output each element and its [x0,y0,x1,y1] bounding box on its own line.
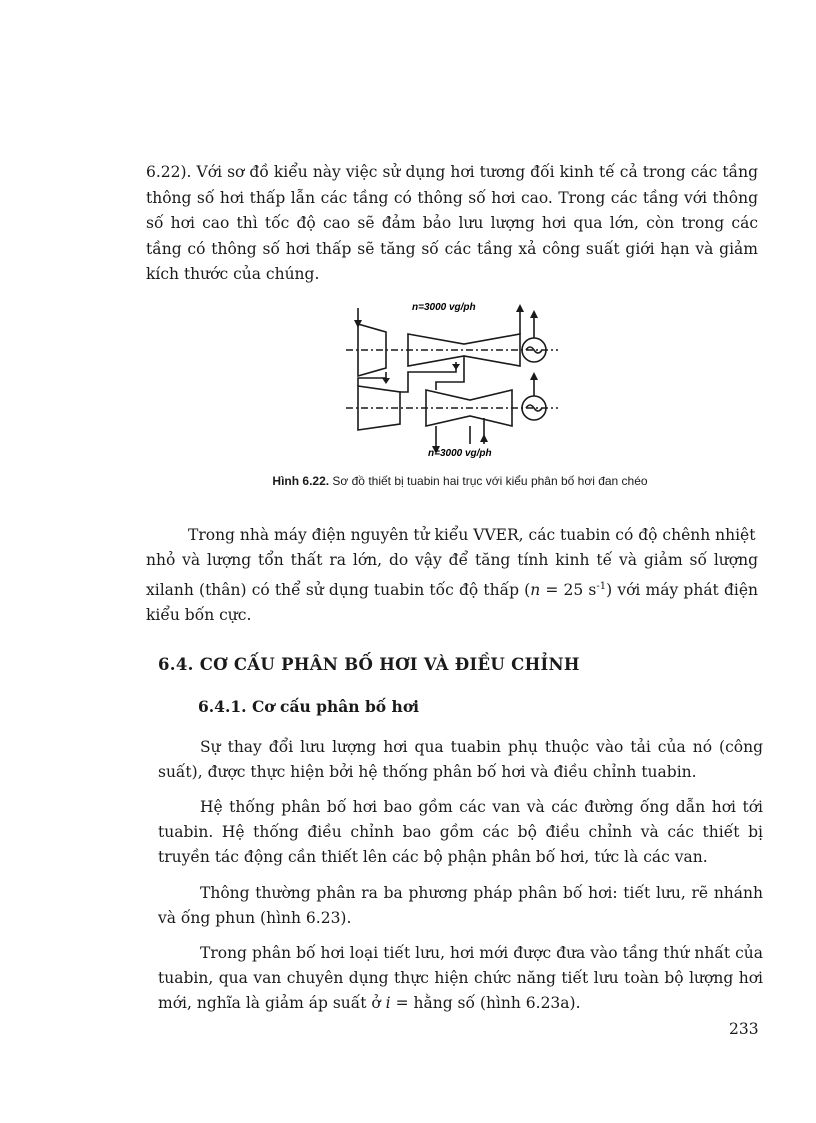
speed-label-top: n=3000 vg/ph [412,302,476,313]
vver-sup: -1 [596,580,607,592]
paragraph-vver-line1: Trong nhà máy điện nguyên tử kiểu VVER, các tuabin có độ chênh nhiệt [188,526,756,544]
throttle-text-b: = hằng số (hình 6.23a). [390,994,581,1012]
figure-caption [200,474,720,488]
paragraph-throttle [158,941,763,1016]
paragraph-vver-rest [146,548,758,629]
throttle-i: i [385,994,391,1012]
caption-number: Hình 6.22. [272,474,330,488]
caption-text: Sơ đồ thiết bị tuabin hai trục với kiểu phân bố hơi đan chéo [329,474,648,488]
paragraph-system: Hệ thống phân bố hơi bao gồm các van và các đường ống dẫn hơi tới tuabin. Hệ thống điều chỉnh bao gồm các bộ điều chỉnh và các thiết bị truyền tác động cần thiết lên các bộ phận phân bố hơi, tức là các van. [158,798,763,866]
body-para-3 [158,881,763,931]
body-para-1 [158,735,763,785]
throttle-text-a: Trong phân bố hơi loại tiết lưu, hơi mới được đưa vào tầng thứ nhất của tuabin, qua van chuyên dụng thực hiện chức năng tiết lưu toàn bộ lượng hơi mới, nghĩa là giảm áp suất ở [158,944,763,1012]
paragraph-methods: Thông thường phân ra ba phương pháp phân bố hơi: tiết lưu, rẽ nhánh và ống phun (hình 6.23). [158,884,763,927]
subsection-heading: 6.4.1. Cơ cấu phân bố hơi [198,697,420,716]
vver-n: n [530,580,541,599]
turbine-two-shaft-diagram [336,298,576,468]
speed-label-bottom: n=3000 vg/ph [428,448,492,459]
body-para-4 [158,941,763,1016]
paragraph-intro: 6.22). Với sơ đồ kiểu này việc sử dụng hơi tương đối kinh tế cả trong các tầng thông số hơi thấp lẫn các tầng có thông số hơi cao. Trong các tầng với thông số hơi cao thì tốc độ cao sẽ đảm bảo lưu lượng hơi qua lớn, còn trong các tầng có thông số hơi thấp sẽ tăng số các tầng xả công suất giới hạn và giảm kích thước của chúng. [146,163,758,283]
section-heading: 6.4. CƠ CẤU PHÂN BỐ HƠI VÀ ĐIỀU CHỈNH [158,655,580,674]
page-number: 233 [729,1020,759,1038]
vver-text-c: ) với máy phát điện kiểu bốn cực. [146,580,758,625]
paragraph-flow-change: Sự thay đổi lưu lượng hơi qua tuabin phụ thuộc vào tải của nó (công suất), được thực hiện bởi hệ thống phân bố hơi và điều chỉnh tuabin. [158,738,763,781]
vver-text-b: = 25 s [540,580,597,599]
vver-text-a: nhỏ và lượng tổn thất ra lớn, do vậy để tăng tính kinh tế và giảm số lượng xilanh (thân) có thể sử dụng tuabin tốc độ thấp ( [146,551,758,599]
body-para-2 [158,795,763,870]
